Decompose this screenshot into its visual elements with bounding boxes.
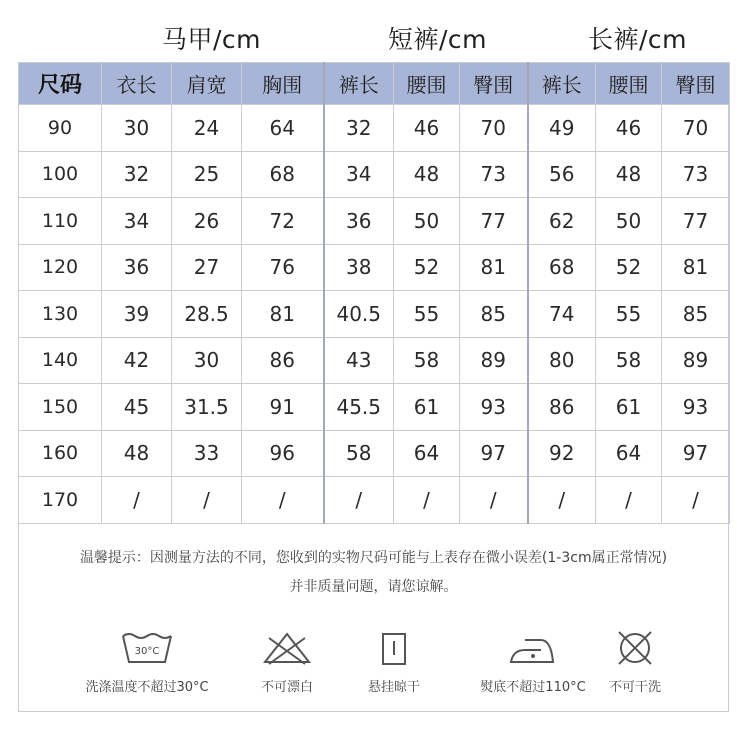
- value-cell: 58: [394, 337, 460, 384]
- header-row: [19, 63, 730, 105]
- header-vest-length: 衣长: [102, 63, 172, 105]
- iron-low-icon: [503, 628, 563, 668]
- table-row: [19, 477, 730, 524]
- value-cell: 81: [242, 291, 324, 338]
- header-pants-waist: 腰围: [596, 63, 662, 105]
- value-cell: /: [394, 477, 460, 524]
- size-cell: 100: [19, 151, 102, 198]
- value-cell: 70: [460, 105, 528, 152]
- table-body: [19, 105, 730, 524]
- care-no-dry-clean-label: 不可干洗: [608, 680, 661, 695]
- value-cell: 46: [596, 105, 662, 152]
- value-cell: 55: [596, 291, 662, 338]
- value-cell: 61: [394, 384, 460, 431]
- header-vest-shoulder: 肩宽: [172, 63, 242, 105]
- value-cell: 40.5: [324, 291, 394, 338]
- value-cell: 73: [460, 151, 528, 198]
- table-row: [19, 151, 730, 198]
- value-cell: 89: [460, 337, 528, 384]
- value-cell: 31.5: [172, 384, 242, 431]
- value-cell: /: [102, 477, 172, 524]
- value-cell: 97: [662, 430, 730, 477]
- value-cell: 33: [172, 430, 242, 477]
- value-cell: 36: [324, 198, 394, 245]
- value-cell: 58: [596, 337, 662, 384]
- size-cell: 90: [19, 105, 102, 152]
- value-cell: 72: [242, 198, 324, 245]
- header-shorts-waist: 腰围: [394, 63, 460, 105]
- value-cell: 50: [394, 198, 460, 245]
- value-cell: 91: [242, 384, 324, 431]
- value-cell: /: [324, 477, 394, 524]
- value-cell: 86: [528, 384, 596, 431]
- care-no-bleach-label: 不可漂白: [260, 680, 313, 695]
- value-cell: 74: [528, 291, 596, 338]
- value-cell: 62: [528, 198, 596, 245]
- value-cell: 73: [662, 151, 730, 198]
- header-shorts-hip: 臀围: [460, 63, 528, 105]
- value-cell: 43: [324, 337, 394, 384]
- value-cell: 52: [394, 244, 460, 291]
- header-size: 尺码: [19, 63, 102, 105]
- value-cell: /: [172, 477, 242, 524]
- notice-line-2: 并非质量问题，请您谅解。: [289, 579, 458, 595]
- size-cell: 160: [19, 430, 102, 477]
- no-bleach-icon: [257, 628, 317, 668]
- care-wash: [72, 628, 222, 695]
- value-cell: 36: [102, 244, 172, 291]
- value-cell: 55: [394, 291, 460, 338]
- table-row: [19, 244, 730, 291]
- value-cell: 68: [528, 244, 596, 291]
- value-cell: 76: [242, 244, 324, 291]
- value-cell: 77: [460, 198, 528, 245]
- value-cell: 48: [394, 151, 460, 198]
- size-cell: 150: [19, 384, 102, 431]
- table-row: [19, 198, 730, 245]
- pants-title: 长裤/cm: [588, 25, 688, 54]
- value-cell: 80: [528, 337, 596, 384]
- value-cell: 30: [102, 105, 172, 152]
- value-cell: 50: [596, 198, 662, 245]
- header-pants-hip: 臀围: [662, 63, 730, 105]
- care-iron-label: 熨底不超过110°C: [480, 680, 586, 695]
- value-cell: /: [460, 477, 528, 524]
- value-cell: 70: [662, 105, 730, 152]
- header-vest-chest: 胸围: [242, 63, 324, 105]
- value-cell: 45: [102, 384, 172, 431]
- value-cell: 48: [596, 151, 662, 198]
- value-cell: 32: [102, 151, 172, 198]
- value-cell: 46: [394, 105, 460, 152]
- value-cell: 27: [172, 244, 242, 291]
- group-titles: [0, 0, 750, 62]
- value-cell: 64: [394, 430, 460, 477]
- table-row: [19, 337, 730, 384]
- value-cell: 58: [324, 430, 394, 477]
- value-cell: /: [528, 477, 596, 524]
- value-cell: 38: [324, 244, 394, 291]
- value-cell: 77: [662, 198, 730, 245]
- value-cell: 93: [662, 384, 730, 431]
- table-row: [19, 430, 730, 477]
- value-cell: 48: [102, 430, 172, 477]
- value-cell: 64: [596, 430, 662, 477]
- value-cell: 25: [172, 151, 242, 198]
- size-table: [18, 62, 730, 524]
- value-cell: 81: [460, 244, 528, 291]
- value-cell: 81: [662, 244, 730, 291]
- value-cell: 52: [596, 244, 662, 291]
- size-cell: 130: [19, 291, 102, 338]
- value-cell: 85: [460, 291, 528, 338]
- value-cell: 42: [102, 337, 172, 384]
- care-hang-dry-label: 悬挂晾干: [367, 680, 420, 695]
- value-cell: 86: [242, 337, 324, 384]
- size-cell: 110: [19, 198, 102, 245]
- table-row: [19, 291, 730, 338]
- value-cell: 96: [242, 430, 324, 477]
- notice-line-1: 温馨提示：因测量方法的不同，您收到的实物尺码可能与上表存在微小误差(1-3cm属正常情况): [79, 550, 668, 566]
- value-cell: /: [242, 477, 324, 524]
- value-cell: 24: [172, 105, 242, 152]
- value-cell: 26: [172, 198, 242, 245]
- size-cell: 170: [19, 477, 102, 524]
- no-dry-clean-icon: [605, 628, 665, 668]
- table-header: [19, 63, 730, 105]
- value-cell: 28.5: [172, 291, 242, 338]
- value-cell: /: [662, 477, 730, 524]
- value-cell: 61: [596, 384, 662, 431]
- value-cell: 93: [460, 384, 528, 431]
- value-cell: 30: [172, 337, 242, 384]
- care-wash-label: 洗涤温度不超过30°C: [85, 680, 209, 695]
- value-cell: 45.5: [324, 384, 394, 431]
- care-no-dry-clean: [560, 628, 710, 695]
- header-shorts-length: 裤长: [324, 63, 394, 105]
- value-cell: 56: [528, 151, 596, 198]
- value-cell: 49: [528, 105, 596, 152]
- value-cell: 68: [242, 151, 324, 198]
- value-cell: 64: [242, 105, 324, 152]
- shorts-title: 短裤/cm: [388, 25, 488, 54]
- wash-30-icon: [117, 628, 177, 668]
- size-cell: 120: [19, 244, 102, 291]
- value-cell: 85: [662, 291, 730, 338]
- value-cell: 39: [102, 291, 172, 338]
- value-cell: 32: [324, 105, 394, 152]
- size-cell: 140: [19, 337, 102, 384]
- care-hang-dry: [319, 628, 469, 695]
- hang-dry-icon: [364, 628, 424, 668]
- wash-temp-text: 30°C: [134, 646, 160, 657]
- table-row: [19, 105, 730, 152]
- value-cell: 89: [662, 337, 730, 384]
- header-pants-length: 裤长: [528, 63, 596, 105]
- value-cell: 92: [528, 430, 596, 477]
- vest-title: 马甲/cm: [162, 25, 262, 54]
- value-cell: 34: [102, 198, 172, 245]
- value-cell: 97: [460, 430, 528, 477]
- value-cell: 34: [324, 151, 394, 198]
- value-cell: /: [596, 477, 662, 524]
- table-row: [19, 384, 730, 431]
